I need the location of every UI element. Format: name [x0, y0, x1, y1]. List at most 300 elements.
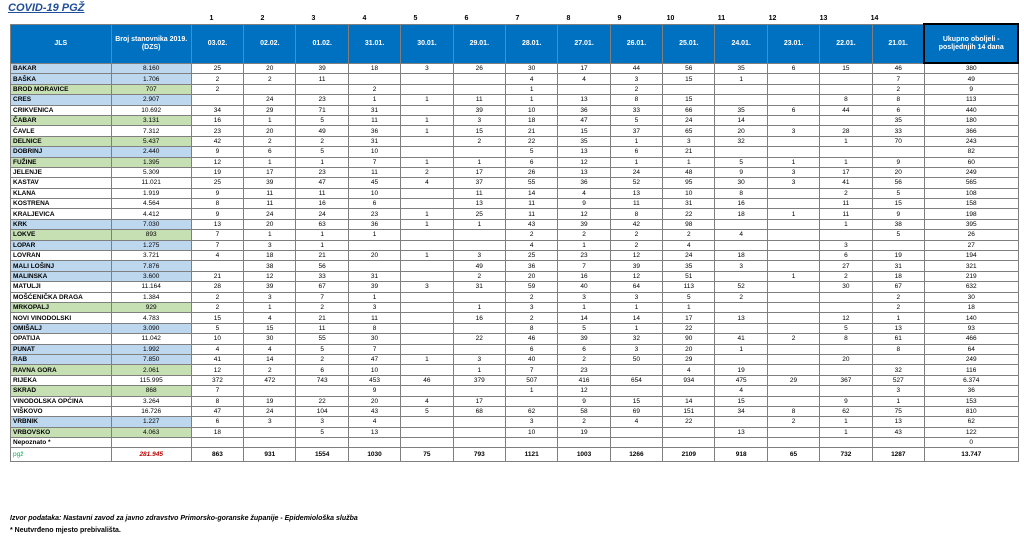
row-total: 153	[924, 396, 1018, 406]
row-daily-cases: 23	[558, 251, 610, 261]
row-daily-cases: 19	[872, 251, 924, 261]
row-total: 565	[924, 178, 1018, 188]
row-daily-cases: 31	[872, 261, 924, 271]
row-daily-cases: 35	[872, 115, 924, 125]
row-daily-cases: 113	[663, 282, 715, 292]
row-daily-cases: 4	[191, 251, 243, 261]
row-daily-cases	[767, 302, 819, 312]
table-row	[11, 178, 1019, 188]
row-daily-cases: 11	[820, 199, 872, 209]
row-total: 122	[924, 427, 1018, 437]
row-total: 26	[924, 230, 1018, 240]
row-daily-cases: 22	[453, 334, 505, 344]
row-daily-cases: 58	[558, 406, 610, 416]
row-daily-cases	[715, 84, 767, 94]
table-row	[11, 115, 1019, 125]
row-daily-cases: 1	[505, 95, 557, 105]
row-daily-cases: 13	[558, 147, 610, 157]
row-daily-cases: 1	[767, 157, 819, 167]
row-daily-cases: 654	[610, 375, 662, 385]
row-daily-cases	[872, 438, 924, 448]
totals-daily-cases: 1287	[872, 448, 924, 462]
column-number: 11	[717, 15, 726, 22]
row-municipality: CRES	[11, 95, 112, 105]
row-daily-cases: 1	[820, 157, 872, 167]
row-municipality: KLANA	[11, 188, 112, 198]
table-row	[11, 271, 1019, 281]
row-daily-cases	[401, 74, 453, 84]
covid-table	[10, 23, 1019, 462]
row-daily-cases: 42	[610, 219, 662, 229]
row-daily-cases: 14	[244, 354, 296, 364]
row-daily-cases: 5	[401, 406, 453, 416]
table-row	[11, 354, 1019, 364]
row-daily-cases: 22	[663, 209, 715, 219]
row-daily-cases: 1	[401, 157, 453, 167]
row-daily-cases	[820, 302, 872, 312]
table-row	[11, 292, 1019, 302]
row-daily-cases	[401, 386, 453, 396]
row-municipality: BAŠKA	[11, 74, 112, 84]
row-population: 3.264	[111, 396, 191, 406]
row-daily-cases	[296, 438, 348, 448]
row-daily-cases: 20	[663, 344, 715, 354]
row-daily-cases: 41	[715, 334, 767, 344]
row-total: 30	[924, 292, 1018, 302]
table-row	[11, 438, 1019, 448]
row-daily-cases: 55	[505, 178, 557, 188]
row-population: 1.395	[111, 157, 191, 167]
row-daily-cases	[401, 302, 453, 312]
row-daily-cases: 30	[820, 282, 872, 292]
row-municipality: SKRAD	[11, 386, 112, 396]
column-number: 7	[515, 15, 520, 22]
row-daily-cases	[453, 438, 505, 448]
row-daily-cases: 1	[872, 313, 924, 323]
row-daily-cases: 30	[505, 63, 557, 74]
row-daily-cases	[558, 84, 610, 94]
row-daily-cases: 43	[505, 219, 557, 229]
row-daily-cases: 52	[610, 178, 662, 188]
row-daily-cases	[767, 354, 819, 364]
row-daily-cases: 14	[505, 188, 557, 198]
header-date: 28.01.	[505, 24, 557, 63]
row-daily-cases: 50	[610, 354, 662, 364]
row-daily-cases: 4	[610, 417, 662, 427]
row-daily-cases: 2	[505, 313, 557, 323]
row-daily-cases: 21	[663, 147, 715, 157]
row-municipality: VRBOVSKO	[11, 427, 112, 437]
row-daily-cases: 69	[610, 406, 662, 416]
row-daily-cases: 3	[767, 167, 819, 177]
row-daily-cases: 15	[715, 396, 767, 406]
row-daily-cases: 14	[610, 313, 662, 323]
row-daily-cases: 17	[663, 313, 715, 323]
row-municipality: BROD MORAVICE	[11, 84, 112, 94]
table-row	[11, 74, 1019, 84]
row-daily-cases: 5	[663, 292, 715, 302]
row-daily-cases: 13	[715, 313, 767, 323]
row-daily-cases: 24	[244, 95, 296, 105]
row-daily-cases: 2	[558, 230, 610, 240]
row-daily-cases: 3	[244, 240, 296, 250]
row-daily-cases	[401, 240, 453, 250]
row-daily-cases: 1	[663, 157, 715, 167]
row-daily-cases: 13	[191, 219, 243, 229]
row-daily-cases	[610, 386, 662, 396]
row-daily-cases: 11	[348, 313, 400, 323]
row-municipality: FUŽINE	[11, 157, 112, 167]
totals-daily-cases: 65	[767, 448, 819, 462]
row-daily-cases: 7	[872, 74, 924, 84]
row-total: 440	[924, 105, 1018, 115]
row-daily-cases: 22	[296, 396, 348, 406]
header-date: 22.01.	[820, 24, 872, 63]
row-daily-cases: 9	[872, 157, 924, 167]
row-daily-cases: 2	[872, 302, 924, 312]
row-daily-cases: 34	[715, 406, 767, 416]
row-municipality: MATULJI	[11, 282, 112, 292]
row-population: 868	[111, 386, 191, 396]
header-date: 24.01.	[715, 24, 767, 63]
row-daily-cases: 4	[663, 240, 715, 250]
row-daily-cases	[453, 292, 505, 302]
totals-daily-cases: 1266	[610, 448, 662, 462]
row-daily-cases: 5	[191, 323, 243, 333]
row-daily-cases: 4	[244, 313, 296, 323]
table-row	[11, 126, 1019, 136]
row-daily-cases: 16	[453, 313, 505, 323]
row-population: 3.090	[111, 323, 191, 333]
row-daily-cases: 1	[505, 386, 557, 396]
row-daily-cases: 1	[401, 209, 453, 219]
row-daily-cases: 32	[872, 365, 924, 375]
unknown-residence-footnote: * Neutvrđeno mjesto prebivališta.	[10, 527, 121, 534]
row-daily-cases	[401, 365, 453, 375]
row-daily-cases: 13	[558, 95, 610, 105]
row-total: 249	[924, 167, 1018, 177]
totals-daily-cases: 75	[401, 448, 453, 462]
row-daily-cases	[767, 136, 819, 146]
row-daily-cases	[244, 386, 296, 396]
row-daily-cases: 23	[558, 365, 610, 375]
row-daily-cases: 6	[767, 63, 819, 74]
row-daily-cases: 15	[191, 313, 243, 323]
row-daily-cases: 68	[453, 406, 505, 416]
row-daily-cases	[715, 240, 767, 250]
row-daily-cases: 15	[872, 199, 924, 209]
row-daily-cases: 10	[348, 147, 400, 157]
row-population: 3.600	[111, 271, 191, 281]
table-body	[11, 63, 1019, 462]
row-daily-cases: 12	[244, 271, 296, 281]
row-daily-cases: 11	[820, 209, 872, 219]
row-daily-cases: 14	[663, 396, 715, 406]
row-daily-cases	[401, 438, 453, 448]
row-municipality: KRALJEVICA	[11, 209, 112, 219]
row-daily-cases	[820, 438, 872, 448]
row-daily-cases: 6	[505, 157, 557, 167]
row-daily-cases	[453, 230, 505, 240]
row-daily-cases: 20	[820, 354, 872, 364]
row-daily-cases: 19	[558, 427, 610, 437]
row-daily-cases: 12	[558, 157, 610, 167]
row-daily-cases: 4	[191, 344, 243, 354]
row-daily-cases: 31	[663, 199, 715, 209]
header-row	[11, 24, 1019, 63]
row-daily-cases: 18	[715, 209, 767, 219]
row-municipality: MOŠĆENIČKA DRAGA	[11, 292, 112, 302]
row-population	[111, 438, 191, 448]
row-daily-cases: 8	[820, 334, 872, 344]
row-daily-cases: 40	[558, 282, 610, 292]
row-daily-cases: 6	[505, 344, 557, 354]
totals-row	[11, 448, 1019, 462]
row-population: 7.850	[111, 354, 191, 364]
row-daily-cases: 44	[820, 105, 872, 115]
row-daily-cases: 35	[715, 63, 767, 74]
row-municipality: PUNAT	[11, 344, 112, 354]
row-daily-cases	[401, 105, 453, 115]
row-daily-cases: 1	[453, 365, 505, 375]
row-daily-cases: 56	[296, 261, 348, 271]
row-daily-cases: 2	[610, 230, 662, 240]
row-daily-cases: 7	[505, 365, 557, 375]
row-municipality: OMIŠALJ	[11, 323, 112, 333]
row-daily-cases	[401, 199, 453, 209]
row-daily-cases: 23	[296, 167, 348, 177]
row-daily-cases	[453, 74, 505, 84]
row-total: 36	[924, 386, 1018, 396]
column-number: 8	[566, 15, 571, 22]
header-total: Ukupno oboljeli - posljednjih 14 dana	[924, 24, 1018, 63]
row-daily-cases: 2	[244, 365, 296, 375]
row-daily-cases: 2	[348, 84, 400, 94]
row-daily-cases: 75	[872, 406, 924, 416]
row-daily-cases	[453, 344, 505, 354]
row-daily-cases: 48	[663, 167, 715, 177]
row-daily-cases	[715, 354, 767, 364]
row-population: 2.061	[111, 365, 191, 375]
table-row	[11, 230, 1019, 240]
row-population: 4.564	[111, 199, 191, 209]
row-daily-cases: 49	[453, 261, 505, 271]
row-daily-cases: 11	[296, 74, 348, 84]
row-daily-cases: 3	[663, 136, 715, 146]
row-daily-cases: 29	[767, 375, 819, 385]
row-daily-cases: 47	[296, 178, 348, 188]
row-daily-cases: 95	[663, 178, 715, 188]
row-daily-cases: 40	[505, 354, 557, 364]
row-daily-cases: 49	[296, 126, 348, 136]
row-daily-cases: 2	[191, 74, 243, 84]
totals-daily-cases: 918	[715, 448, 767, 462]
row-daily-cases	[610, 438, 662, 448]
row-daily-cases: 8	[610, 209, 662, 219]
row-daily-cases: 33	[296, 271, 348, 281]
column-number: 12	[768, 15, 777, 22]
table-row	[11, 375, 1019, 385]
row-population: 2.907	[111, 95, 191, 105]
row-daily-cases: 372	[191, 375, 243, 385]
table-row	[11, 406, 1019, 416]
header-date: 27.01.	[558, 24, 610, 63]
row-daily-cases: 15	[610, 396, 662, 406]
row-daily-cases: 18	[244, 251, 296, 261]
row-daily-cases: 2	[610, 240, 662, 250]
row-daily-cases: 8	[820, 95, 872, 105]
row-daily-cases: 19	[244, 396, 296, 406]
row-daily-cases: 379	[453, 375, 505, 385]
row-daily-cases: 1	[610, 323, 662, 333]
row-municipality: VINODOLSKA OPĆINA	[11, 396, 112, 406]
row-daily-cases	[244, 427, 296, 437]
row-daily-cases	[610, 365, 662, 375]
table-row	[11, 199, 1019, 209]
row-municipality: KRK	[11, 219, 112, 229]
column-number: 9	[617, 15, 622, 22]
row-daily-cases	[401, 84, 453, 94]
row-daily-cases: 1	[610, 302, 662, 312]
row-daily-cases: 30	[348, 334, 400, 344]
row-daily-cases: 28	[820, 126, 872, 136]
row-daily-cases	[663, 438, 715, 448]
row-daily-cases: 37	[610, 126, 662, 136]
row-total: 395	[924, 219, 1018, 229]
row-daily-cases: 38	[872, 219, 924, 229]
row-total: 321	[924, 261, 1018, 271]
row-daily-cases: 28	[191, 282, 243, 292]
row-daily-cases: 6	[244, 147, 296, 157]
row-daily-cases	[453, 417, 505, 427]
row-municipality: JELENJE	[11, 167, 112, 177]
row-daily-cases	[558, 438, 610, 448]
row-municipality: ČAVLE	[11, 126, 112, 136]
row-daily-cases: 31	[348, 105, 400, 115]
row-daily-cases: 9	[191, 147, 243, 157]
row-municipality: RAVNA GORA	[11, 365, 112, 375]
row-daily-cases: 11	[453, 188, 505, 198]
row-daily-cases: 6	[348, 199, 400, 209]
row-daily-cases: 59	[505, 282, 557, 292]
row-daily-cases: 1	[767, 209, 819, 219]
row-daily-cases	[767, 251, 819, 261]
row-daily-cases: 6	[610, 147, 662, 157]
row-daily-cases: 2	[505, 292, 557, 302]
row-daily-cases: 20	[872, 167, 924, 177]
row-total: 198	[924, 209, 1018, 219]
row-daily-cases: 41	[820, 178, 872, 188]
row-daily-cases: 11	[505, 199, 557, 209]
row-daily-cases: 7	[348, 157, 400, 167]
row-daily-cases: 2	[296, 136, 348, 146]
row-daily-cases: 3	[610, 344, 662, 354]
table-row	[11, 157, 1019, 167]
row-daily-cases: 4	[401, 396, 453, 406]
row-daily-cases: 1	[401, 219, 453, 229]
row-daily-cases: 47	[348, 354, 400, 364]
row-daily-cases	[767, 427, 819, 437]
column-number: 3	[311, 15, 316, 22]
row-population: 115.995	[111, 375, 191, 385]
table-row	[11, 188, 1019, 198]
row-daily-cases: 3	[505, 417, 557, 427]
row-municipality: NOVI VINODOLSKI	[11, 313, 112, 323]
row-daily-cases: 51	[663, 271, 715, 281]
row-daily-cases: 15	[558, 126, 610, 136]
row-daily-cases: 2	[820, 188, 872, 198]
table-row	[11, 313, 1019, 323]
row-population: 7.030	[111, 219, 191, 229]
row-daily-cases: 56	[872, 178, 924, 188]
row-daily-cases: 5	[715, 157, 767, 167]
row-daily-cases: 44	[610, 63, 662, 74]
row-daily-cases: 34	[191, 105, 243, 115]
row-total: 243	[924, 136, 1018, 146]
row-population: 707	[111, 84, 191, 94]
row-daily-cases: 1	[401, 115, 453, 125]
row-daily-cases: 2	[872, 84, 924, 94]
row-daily-cases	[401, 147, 453, 157]
row-daily-cases: 2	[191, 292, 243, 302]
row-daily-cases: 4	[244, 344, 296, 354]
row-daily-cases: 9	[820, 396, 872, 406]
row-municipality: KASTAV	[11, 178, 112, 188]
row-daily-cases: 7	[191, 240, 243, 250]
row-municipality: RIJEKA	[11, 375, 112, 385]
row-population: 1.227	[111, 417, 191, 427]
row-daily-cases: 3	[610, 74, 662, 84]
table-row	[11, 344, 1019, 354]
source-footnote: Izvor podataka: Nastavni zavod za javno zdravstvo Primorsko-goranske županije - Epidemiološka služba	[10, 515, 358, 522]
row-daily-cases: 12	[191, 157, 243, 167]
row-daily-cases: 36	[348, 126, 400, 136]
row-daily-cases: 25	[191, 178, 243, 188]
row-municipality: LOVRAN	[11, 251, 112, 261]
row-daily-cases: 2	[610, 84, 662, 94]
row-daily-cases	[401, 271, 453, 281]
row-daily-cases	[401, 344, 453, 354]
row-daily-cases: 11	[453, 95, 505, 105]
row-daily-cases: 2	[505, 230, 557, 240]
row-daily-cases: 24	[663, 251, 715, 261]
row-daily-cases: 39	[610, 261, 662, 271]
row-daily-cases: 24	[296, 209, 348, 219]
row-daily-cases: 17	[453, 167, 505, 177]
row-daily-cases: 1	[610, 136, 662, 146]
row-population: 11.042	[111, 334, 191, 344]
row-daily-cases	[453, 323, 505, 333]
row-daily-cases: 20	[244, 126, 296, 136]
row-daily-cases: 151	[663, 406, 715, 416]
row-daily-cases	[244, 438, 296, 448]
row-daily-cases: 1	[348, 95, 400, 105]
row-population: 1.706	[111, 74, 191, 84]
row-municipality: VIŠKOVO	[11, 406, 112, 416]
table-row	[11, 334, 1019, 344]
row-daily-cases	[401, 313, 453, 323]
row-total: 49	[924, 74, 1018, 84]
row-daily-cases	[767, 438, 819, 448]
row-daily-cases: 2	[191, 302, 243, 312]
row-daily-cases: 2	[663, 230, 715, 240]
row-daily-cases	[401, 261, 453, 271]
row-daily-cases	[715, 95, 767, 105]
row-daily-cases: 36	[348, 219, 400, 229]
row-daily-cases: 17	[820, 167, 872, 177]
row-daily-cases: 8	[610, 95, 662, 105]
row-daily-cases: 4	[505, 240, 557, 250]
